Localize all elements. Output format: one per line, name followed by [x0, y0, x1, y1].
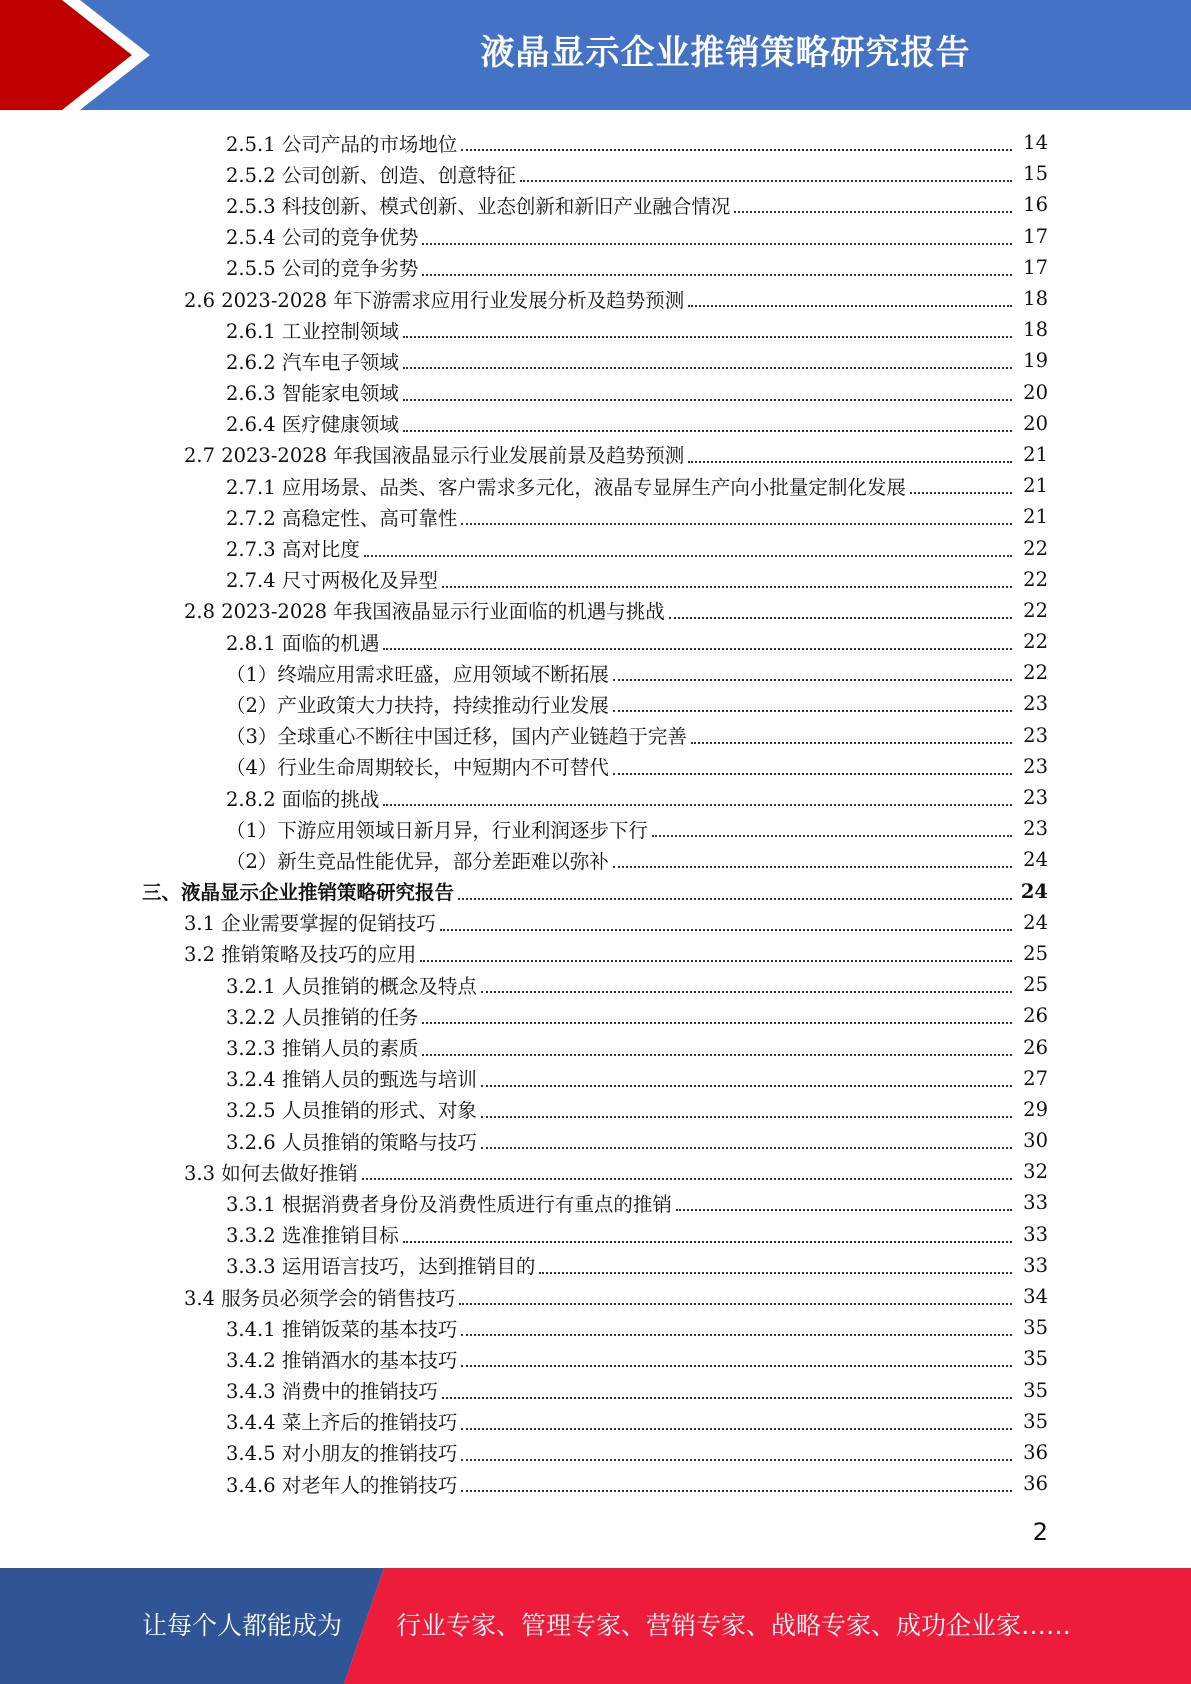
toc-entry[interactable] — [0, 1281, 1191, 1312]
toc-entry-title: 3.4.5 对小朋友的推销技巧 — [226, 1442, 458, 1466]
toc-entry-title: 3.2.5 人员推销的形式、对象 — [226, 1099, 477, 1123]
toc-entry[interactable] — [0, 314, 1191, 345]
toc-dot-leader — [539, 1271, 1012, 1274]
toc-entry-title: 2.6.1 工业控制领域 — [226, 319, 399, 343]
toc-entry[interactable] — [0, 1031, 1191, 1062]
toc-dot-leader — [481, 1084, 1012, 1087]
toc-entry-page: 27 — [1023, 1066, 1048, 1090]
toc-entry-title: 2.5.5 公司的竞争劣势 — [226, 257, 419, 281]
toc-entry[interactable] — [0, 408, 1191, 439]
toc-dot-leader — [364, 554, 1012, 557]
toc-entry-page: 21 — [1023, 505, 1048, 529]
toc-entry-title: 三、液晶显示企业推销策略研究报告 — [142, 881, 455, 905]
toc-entry[interactable] — [0, 1468, 1191, 1499]
toc-dot-leader — [910, 491, 1012, 494]
toc-entry-page: 35 — [1023, 1409, 1048, 1433]
toc-entry-title: 3.2.3 推销人员的素质 — [226, 1037, 419, 1061]
toc-entry-title: 3.3.2 选准推销目标 — [226, 1224, 399, 1248]
toc-entry-title: （3）全球重心不断往中国迁移，国内产业链趋于完善 — [226, 725, 687, 749]
toc-entry[interactable] — [0, 813, 1191, 844]
toc-entry-title: 3.3.1 根据消费者身份及消费性质进行有重点的推销 — [226, 1192, 672, 1216]
toc-entry[interactable] — [0, 1125, 1191, 1156]
toc-dot-leader — [461, 148, 1012, 151]
toc-dot-leader — [613, 678, 1012, 681]
toc-entry-page: 21 — [1023, 474, 1048, 498]
toc-dot-leader — [403, 366, 1012, 369]
toc-dot-leader — [481, 1146, 1012, 1149]
toc-entry-page: 24 — [1023, 848, 1048, 872]
toc-dot-leader — [734, 210, 1012, 213]
toc-entry-title: 2.6 2023-2028 年下游需求应用行业发展分析及趋势预测 — [184, 288, 685, 312]
toc-dot-leader — [442, 1396, 1012, 1399]
toc-entry[interactable] — [0, 377, 1191, 408]
toc-dot-leader — [461, 1364, 1012, 1367]
toc-entry-page: 33 — [1023, 1253, 1048, 1277]
toc-entry-title: （2）新生竞品性能优异，部分差距难以弥补 — [226, 849, 609, 873]
toc-entry-page: 23 — [1023, 723, 1048, 747]
toc-entry-title: 2.5.1 公司产品的市场地位 — [226, 132, 458, 156]
toc-entry-title: 2.8.1 面临的机遇 — [226, 631, 380, 655]
toc-entry-title: 2.7.1 应用场景、品类、客户需求多元化，液晶专显屏生产向小批量定制化发展 — [226, 475, 906, 499]
toc-entry[interactable] — [0, 595, 1191, 626]
toc-entry-title: 3.4 服务员必须学会的销售技巧 — [184, 1286, 456, 1310]
toc-dot-leader — [461, 1458, 1012, 1461]
toc-entry-page: 21 — [1023, 442, 1048, 466]
toc-entry-title: 2.7 2023-2028 年我国液晶显示行业发展前景及趋势预测 — [184, 444, 685, 468]
toc-entry-title: 3.2 推销策略及技巧的应用 — [184, 943, 417, 967]
toc-entry-title: 2.5.2 公司创新、创造、创意特征 — [226, 163, 516, 187]
toc-entry[interactable] — [0, 657, 1191, 688]
toc-entry[interactable] — [0, 720, 1191, 751]
toc-entry[interactable] — [0, 501, 1191, 532]
toc-entry[interactable] — [0, 1187, 1191, 1218]
toc-entry-page: 22 — [1023, 630, 1048, 654]
toc-dot-leader — [458, 897, 1012, 900]
toc-entry[interactable] — [0, 969, 1191, 1000]
toc-entry[interactable] — [0, 158, 1191, 189]
toc-dot-leader — [669, 616, 1012, 619]
toc-entry-page: 17 — [1023, 224, 1048, 248]
toc-dot-leader — [362, 1177, 1012, 1180]
toc-entry[interactable] — [0, 439, 1191, 470]
toc-entry-page: 14 — [1023, 131, 1048, 155]
header-red-band — [0, 0, 132, 110]
toc-entry-title: 3.4.1 推销饭菜的基本技巧 — [226, 1317, 458, 1341]
toc-entry[interactable] — [0, 1000, 1191, 1031]
toc-entry[interactable] — [0, 1312, 1191, 1343]
toc-entry-title: 3.2.4 推销人员的甄选与培训 — [226, 1068, 477, 1092]
footer-slogan-left: 让每个人都能成为 — [142, 1611, 343, 1640]
toc-entry[interactable] — [0, 189, 1191, 220]
toc-entry-page: 35 — [1023, 1378, 1048, 1402]
toc-dot-leader — [652, 834, 1012, 837]
table-of-contents — [0, 127, 1191, 1499]
toc-entry-title: 3.2.6 人员推销的策略与技巧 — [226, 1130, 477, 1154]
toc-entry-page: 24 — [1020, 879, 1048, 903]
toc-entry[interactable] — [0, 1063, 1191, 1094]
toc-entry-page: 18 — [1023, 318, 1048, 342]
toc-entry[interactable] — [0, 1437, 1191, 1468]
toc-dot-leader — [481, 1115, 1012, 1118]
toc-entry[interactable] — [0, 283, 1191, 314]
toc-entry-title: 2.8.2 面临的挑战 — [226, 787, 380, 811]
toc-dot-leader — [461, 1427, 1012, 1430]
toc-dot-leader — [420, 959, 1012, 962]
toc-entry-page: 23 — [1023, 754, 1048, 778]
toc-dot-leader — [613, 865, 1012, 868]
toc-entry[interactable] — [0, 688, 1191, 719]
toc-dot-leader — [688, 304, 1012, 307]
toc-entry-title: 3.3.3 运用语言技巧，达到推销目的 — [226, 1255, 536, 1279]
footer-slogan-right: 行业专家、管理专家、营销专家、战略专家、成功企业家…… — [396, 1611, 1072, 1640]
toc-entry[interactable] — [0, 1094, 1191, 1125]
toc-dot-leader — [422, 1021, 1012, 1024]
toc-entry[interactable] — [0, 782, 1191, 813]
toc-entry-title: 2.5.4 公司的竞争优势 — [226, 226, 419, 250]
toc-entry-page: 34 — [1023, 1285, 1048, 1309]
toc-dot-leader — [422, 242, 1012, 245]
toc-entry-page: 36 — [1023, 1440, 1048, 1464]
toc-entry-title: （4）行业生命周期较长，中短期内不可替代 — [226, 756, 609, 780]
toc-dot-leader — [403, 1240, 1012, 1243]
page-footer — [0, 1568, 1191, 1684]
toc-entry-page: 23 — [1023, 692, 1048, 716]
toc-entry-title: 3.4.3 消费中的推销技巧 — [226, 1380, 438, 1404]
toc-dot-leader — [691, 741, 1012, 744]
toc-entry[interactable] — [0, 564, 1191, 595]
toc-entry-title: （2）产业政策大力扶持，持续推动行业发展 — [226, 693, 609, 717]
toc-dot-leader — [422, 273, 1012, 276]
toc-entry-title: 3.4.4 菜上齐后的推销技巧 — [226, 1411, 458, 1435]
toc-entry-page: 35 — [1023, 1316, 1048, 1340]
toc-entry-page: 19 — [1023, 349, 1048, 373]
toc-entry-title: 3.4.2 推销酒水的基本技巧 — [226, 1348, 458, 1372]
toc-dot-leader — [613, 709, 1012, 712]
toc-entry[interactable] — [0, 470, 1191, 501]
toc-entry-page: 25 — [1023, 941, 1048, 965]
page-header — [0, 0, 1191, 110]
toc-entry[interactable] — [0, 626, 1191, 657]
toc-entry-page: 22 — [1023, 598, 1048, 622]
toc-dot-leader — [613, 772, 1012, 775]
toc-entry-page: 30 — [1023, 1129, 1048, 1153]
toc-entry-page: 23 — [1023, 786, 1048, 810]
toc-entry[interactable] — [0, 751, 1191, 782]
toc-dot-leader — [461, 1489, 1012, 1492]
toc-entry-page: 35 — [1023, 1347, 1048, 1371]
toc-entry-page: 25 — [1023, 973, 1048, 997]
toc-dot-leader — [440, 928, 1012, 931]
toc-entry[interactable] — [0, 938, 1191, 969]
toc-dot-leader — [442, 585, 1012, 588]
toc-entry-page: 18 — [1023, 287, 1048, 311]
toc-entry-title: 2.6.2 汽车电子领域 — [226, 350, 399, 374]
toc-dot-leader — [688, 460, 1012, 463]
toc-dot-leader — [403, 429, 1012, 432]
toc-entry-title: 3.4.6 对老年人的推销技巧 — [226, 1473, 458, 1497]
toc-entry-page: 17 — [1023, 255, 1048, 279]
toc-entry-page: 33 — [1023, 1222, 1048, 1246]
toc-dot-leader — [459, 1302, 1012, 1305]
toc-entry-page: 26 — [1023, 1035, 1048, 1059]
toc-entry[interactable] — [0, 127, 1191, 158]
toc-entry[interactable] — [0, 907, 1191, 938]
toc-entry[interactable] — [0, 1375, 1191, 1406]
toc-entry-page: 22 — [1023, 536, 1048, 560]
toc-entry-title: （1）下游应用领域日新月异，行业利润逐步下行 — [226, 818, 648, 842]
toc-entry-title: 3.1 企业需要掌握的促销技巧 — [184, 912, 436, 936]
toc-dot-leader — [520, 179, 1012, 182]
toc-entry-page: 24 — [1023, 910, 1048, 934]
toc-entry[interactable] — [0, 1343, 1191, 1374]
toc-dot-leader — [383, 647, 1012, 650]
toc-dot-leader — [481, 990, 1012, 993]
toc-entry-title: 3.3 如何去做好推销 — [184, 1161, 358, 1185]
toc-entry-title: 2.6.3 智能家电领域 — [226, 382, 399, 406]
toc-dot-leader — [403, 335, 1012, 338]
toc-entry-page: 22 — [1023, 661, 1048, 685]
toc-entry-page: 22 — [1023, 567, 1048, 591]
toc-entry-page: 33 — [1023, 1191, 1048, 1215]
toc-entry[interactable] — [0, 1250, 1191, 1281]
toc-entry-page: 20 — [1023, 411, 1048, 435]
toc-entry[interactable] — [0, 1406, 1191, 1437]
toc-entry-title: 2.7.3 高对比度 — [226, 538, 360, 562]
toc-entry-page: 16 — [1023, 193, 1048, 217]
toc-dot-leader — [403, 398, 1012, 401]
toc-entry-title: 2.7.2 高稳定性、高可靠性 — [226, 506, 458, 530]
toc-entry[interactable] — [0, 1156, 1191, 1187]
toc-entry-page: 23 — [1023, 817, 1048, 841]
toc-entry[interactable] — [0, 532, 1191, 563]
toc-entry-title: 2.7.4 尺寸两极化及异型 — [226, 569, 438, 593]
toc-entry-title: 2.8 2023-2028 年我国液晶显示行业面临的机遇与挑战 — [184, 600, 665, 624]
toc-entry-page: 29 — [1023, 1097, 1048, 1121]
toc-dot-leader — [461, 1333, 1012, 1336]
toc-entry[interactable] — [0, 876, 1191, 907]
toc-entry[interactable] — [0, 345, 1191, 376]
toc-entry-title: 2.6.4 医疗健康领域 — [226, 413, 399, 437]
header-chevron-decoration — [0, 0, 170, 110]
toc-dot-leader — [422, 1053, 1012, 1056]
report-title: 液晶显示企业推销策略研究报告 — [480, 33, 971, 73]
toc-entry-page: 26 — [1023, 1004, 1048, 1028]
toc-dot-leader — [461, 522, 1012, 525]
toc-entry-page: 15 — [1023, 162, 1048, 186]
toc-dot-leader — [383, 803, 1012, 806]
toc-entry-page: 20 — [1023, 380, 1048, 404]
toc-entry-title: 3.2.2 人员推销的任务 — [226, 1005, 419, 1029]
toc-dot-leader — [676, 1208, 1012, 1211]
toc-entry-title: （1）终端应用需求旺盛，应用领域不断拓展 — [226, 662, 609, 686]
toc-entry-page: 36 — [1023, 1472, 1048, 1496]
toc-entry[interactable] — [0, 1219, 1191, 1250]
toc-entry[interactable] — [0, 252, 1191, 283]
toc-entry-title: 3.2.1 人员推销的概念及特点 — [226, 974, 477, 998]
toc-entry[interactable] — [0, 844, 1191, 875]
page-number: 2 — [1032, 1518, 1048, 1546]
toc-entry-title: 2.5.3 科技创新、模式创新、业态创新和新旧产业融合情况 — [226, 194, 731, 218]
toc-entry-page: 32 — [1023, 1160, 1048, 1184]
toc-entry[interactable] — [0, 221, 1191, 252]
